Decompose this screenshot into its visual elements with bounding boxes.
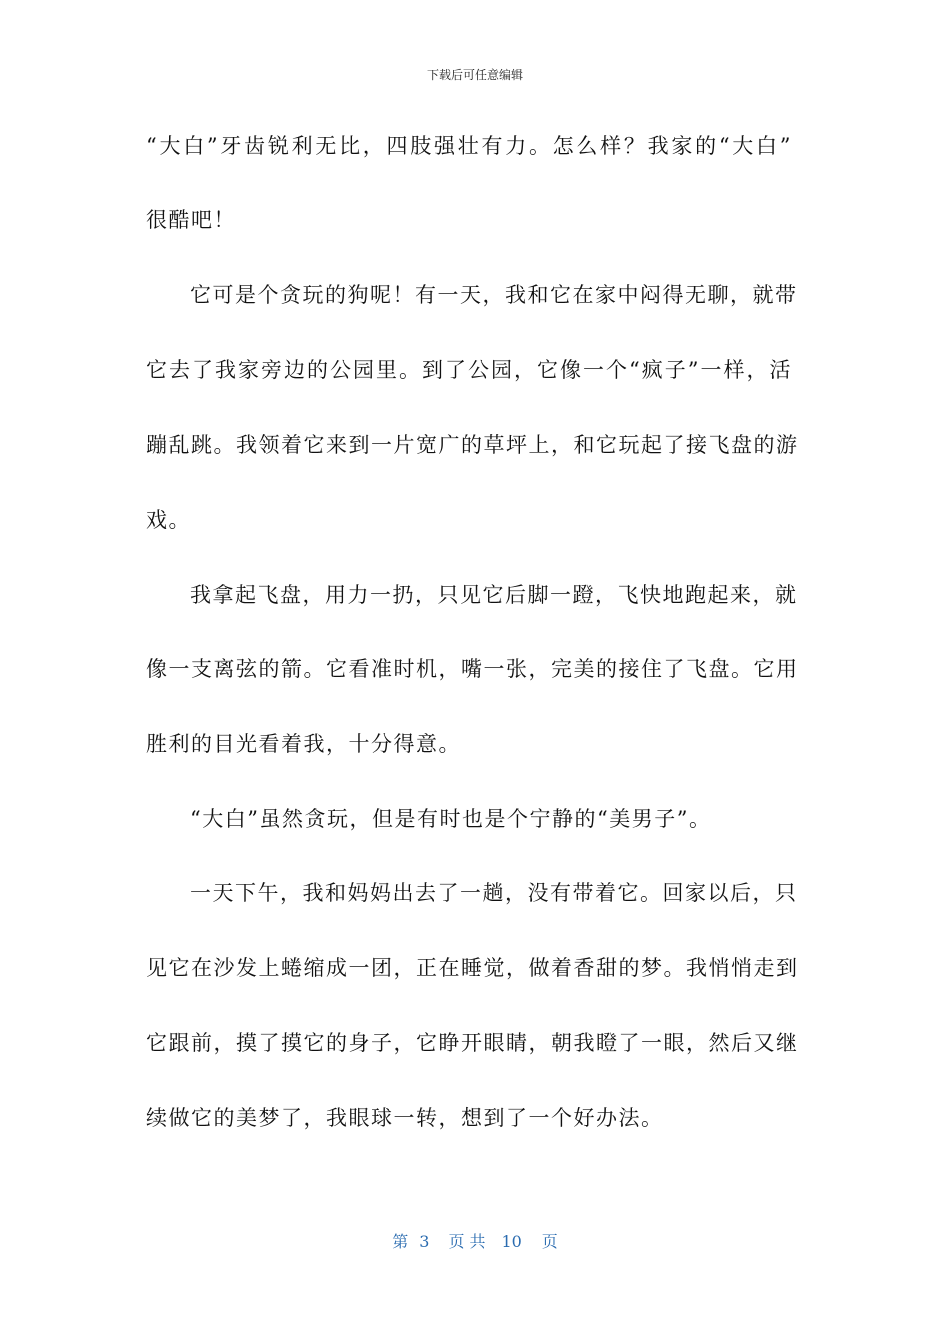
text-line: 胜利的目光看着我，十分得意。 [146, 732, 461, 756]
text-line: 很酷吧！ [146, 208, 236, 232]
text-line: 它可是个贪玩的狗呢！有一天，我和它在家中闷得无聊，就带 [190, 283, 798, 307]
text-line: 见它在沙发上蜷缩成一团，正在睡觉，做着香甜的梦。我悄悄走到 [146, 956, 799, 980]
footer-prefix: 第 [392, 1232, 409, 1251]
page-header: 下载后可任意编辑 [426, 68, 523, 82]
text-line: 戏。 [146, 508, 191, 532]
text-line: 它跟前，摸了摸它的身子，它睁开眼睛，朝我瞪了一眼，然后又继 [146, 1031, 799, 1055]
text-line: 一天下午，我和妈妈出去了一趟，没有带着它。回家以后，只 [190, 881, 798, 905]
text-line: “大白”虽然贪玩，但是有时也是个宁静的“美男子”。 [190, 807, 712, 831]
text-line: 蹦乱跳。我领着它来到一片宽广的草坪上，和它玩起了接飞盘的游 [146, 433, 799, 457]
footer-total-pages: 10 [501, 1232, 522, 1251]
text-line: “大白”牙齿锐利无比，四肢强壮有力。怎么样？我家的“大白” [146, 134, 792, 158]
text-line: 它去了我家旁边的公园里。到了公园，它像一个“疯子”一样，活 [146, 358, 792, 382]
text-line: 续做它的美梦了，我眼球一转，想到了一个好办法。 [146, 1106, 664, 1130]
text-line: 像一支离弦的箭。它看准时机，嘴一张，完美的接住了飞盘。它用 [146, 657, 799, 681]
footer-current-page: 3 [419, 1232, 430, 1251]
footer-suffix: 页 [541, 1232, 558, 1251]
text-line: 我拿起飞盘，用力一扔，只见它后脚一蹬，飞快地跑起来，就 [190, 583, 798, 607]
footer-middle: 页 共 [448, 1232, 486, 1251]
page-footer [0, 1229, 950, 1252]
